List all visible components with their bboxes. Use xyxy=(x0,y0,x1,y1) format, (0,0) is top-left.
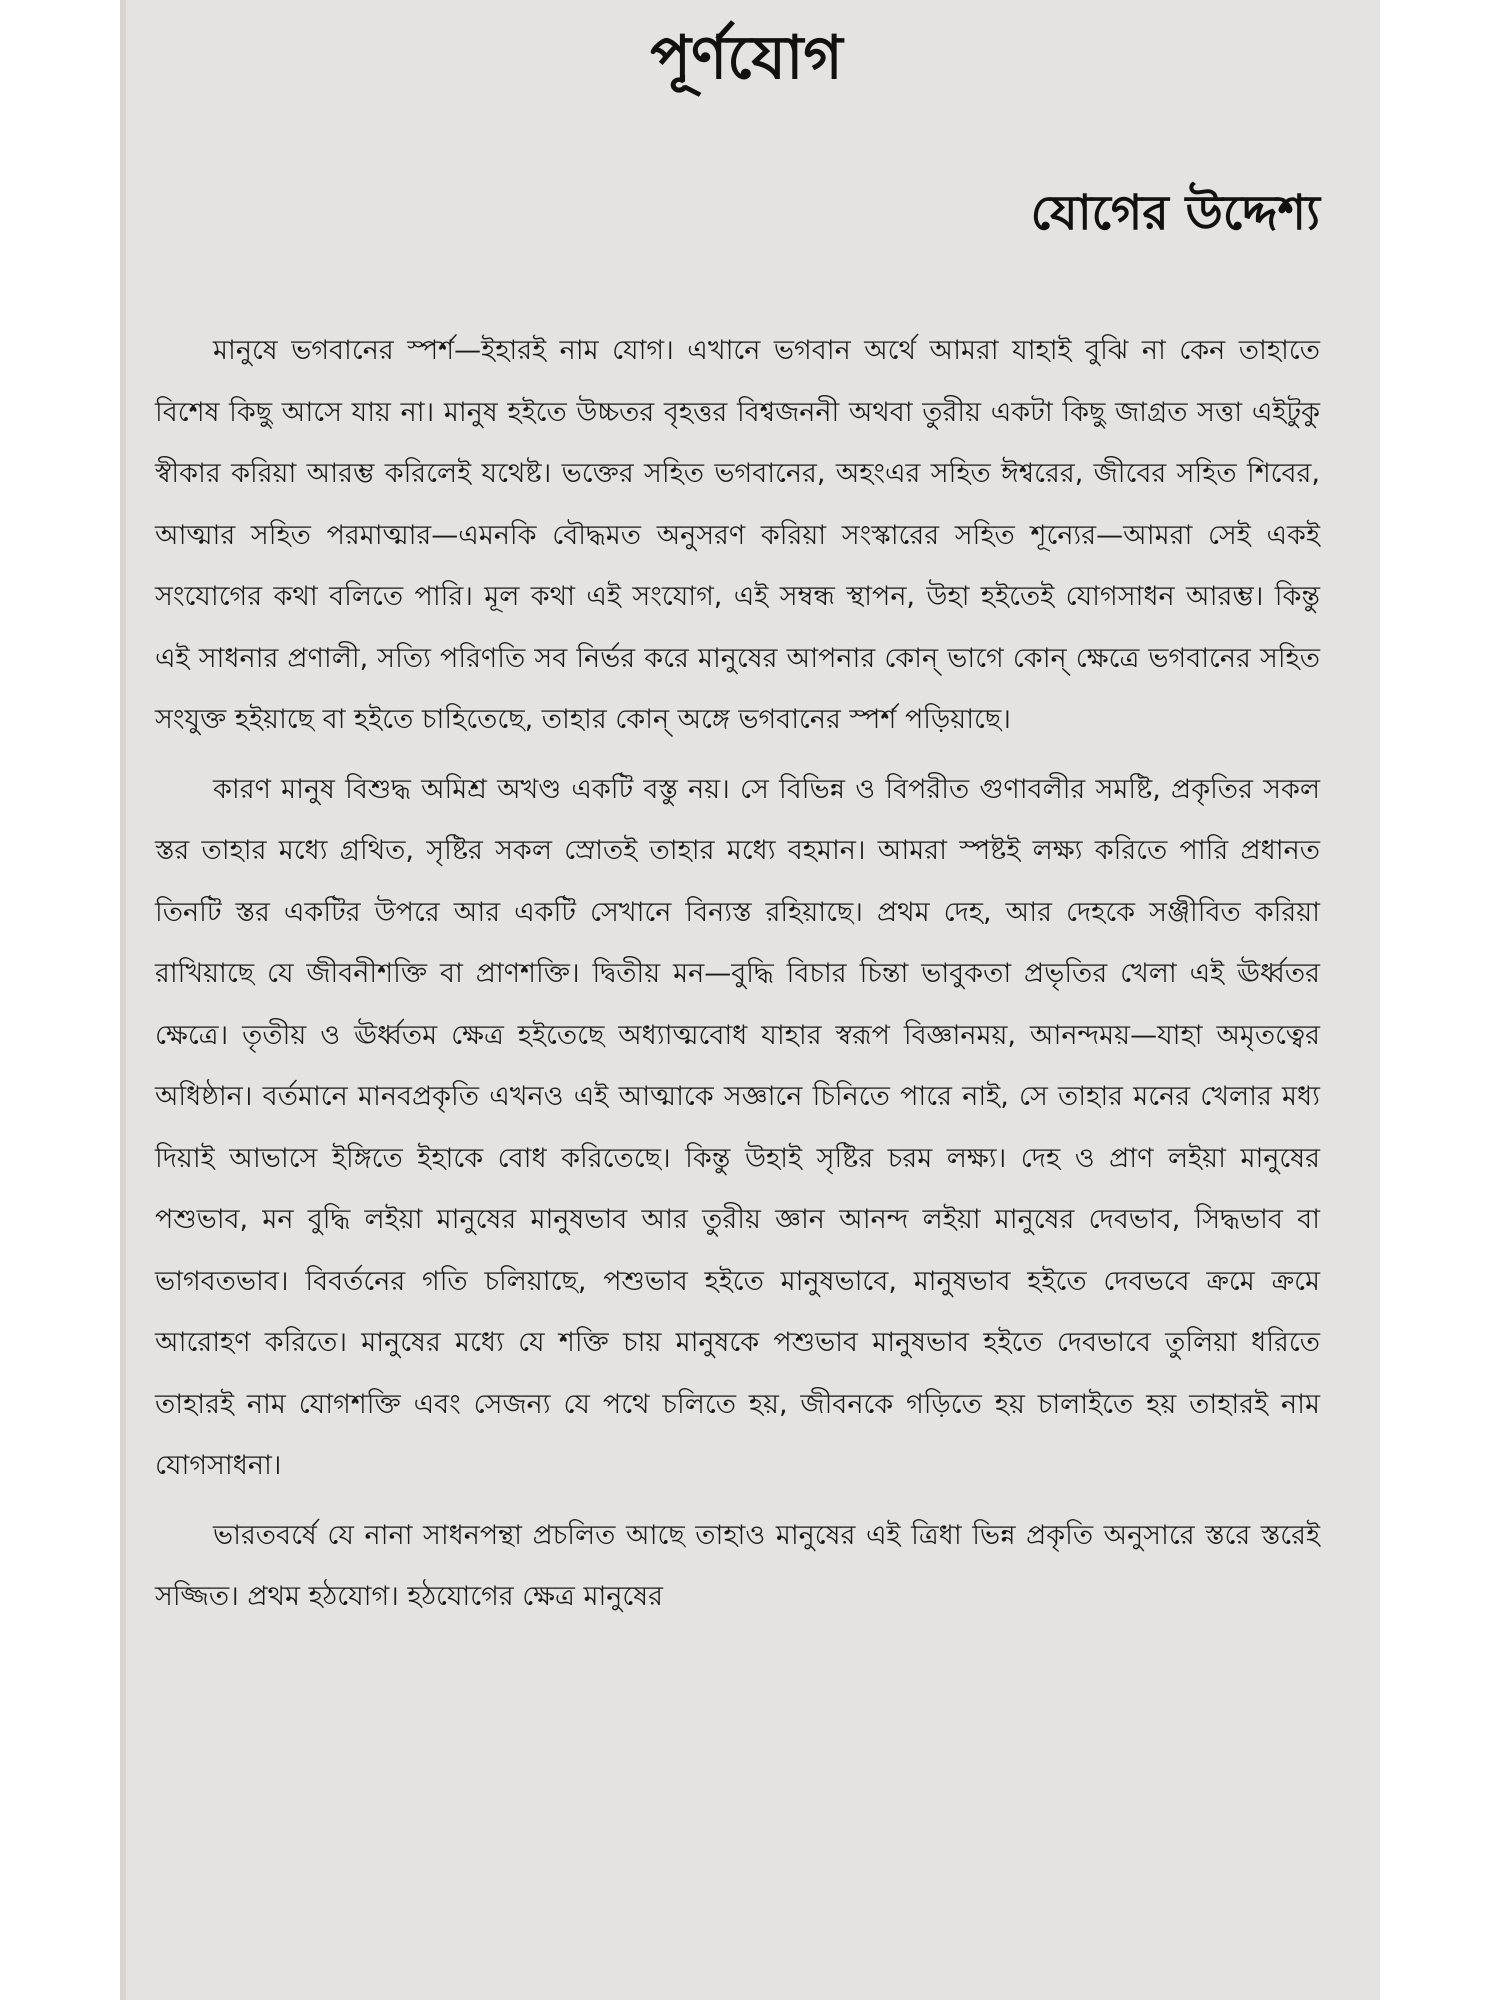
book-page xyxy=(120,0,1380,2000)
page-edge-shadow xyxy=(120,0,126,2000)
paragraph-3: ভারতবর্ষে যে নানা সাধনপন্থা প্রচলিত আছে তাহাও মানুষের এই ত্রিধা ভিন্ন প্রকৃতি অনুসারে স্তরে স্তরেই সজ্জিত। প্রথম হঠযোগ। হঠযোগের ক্ষেত্র মানুষের xyxy=(155,1519,1320,1612)
paragraph-2: কারণ মানুষ বিশুদ্ধ অমিশ্র অখণ্ড একটি বস্তু নয়। সে বিভিন্ন ও বিপরীত গুণাবলীর সমষ্টি, প্রকৃতির সকল স্তর তাহার মধ্যে গ্রথিত, সৃষ্টির সকল স্রোতই তাহার মধ্যে বহমান। আমরা স্পষ্টই লক্ষ্য করিতে পারি প্রধানত তিনটি স্তর একটির উপরে আর একটি সেখানে বিন্যস্ত রহিয়াছে। প্রথম দেহ, আর দেহকে সঞ্জীবিত করিয়া রাখিয়াছে যে জীবনীশক্তি বা প্রাণশক্তি। দ্বিতীয় মন—বুদ্ধি বিচার চিন্তা ভাবুকতা প্রভৃতির খেলা এই ঊর্ধ্বতর ক্ষেত্রে। তৃতীয় ও ঊর্ধ্বতম ক্ষেত্র হইতেছে অধ্যাত্মবোধ যাহার স্বরূপ বিজ্ঞানময়, আনন্দময়—যাহা অমৃতত্বের অধিষ্ঠান। বর্তমানে মানবপ্রকৃতি এখনও এই আত্মাকে সজ্ঞানে চিনিতে পারে নাই, সে তাহার মনের খেলার মধ্য দিয়াই আভাসে ইঙ্গিতে ইহাকে বোধ করিতেছে। কিন্তু উহাই সৃষ্টির চরম লক্ষ্য। দেহ ও প্রাণ লইয়া মানুষের পশুভাব, মন বুদ্ধি লইয়া মানুষের মানুষভাব আর তুরীয় জ্ঞান আনন্দ লইয়া মানুষের দেবভাব, সিদ্ধভাব বা ভাগবতভাব। বিবর্তনের গতি চলিয়াছে, পশুভাব হইতে মানুষভাবে, মানুষভাব হইতে দেবভবে ক্রমে ক্রমে আরোহণ করিতে। মানুষের মধ্যে যে শক্তি চায় মানুষকে পশুভাব মানুষভাব হইতে দেবভাবে তুলিয়া ধরিতে তাহারই নাম যোগশক্তি এবং সেজন্য যে পথে চলিতে হয়, জীবনকে গড়িতে হয় চালাইতে হয় তাহারই নাম যোগসাধনা। xyxy=(155,773,1320,1481)
book-title: পূর্ণযোগ xyxy=(650,23,843,93)
paragraph-1: মানুষে ভগবানের স্পর্শ—ইহারই নাম যোগ। এখানে ভগবান অর্থে আমরা যাহাই বুঝি না কেন তাহাতে বিশেষ কিছু আসে যায় না। মানুষ হইতে উচ্চতর বৃহত্তর বিশ্বজননী অথবা তুরীয় একটা কিছু জাগ্রত সত্তা এইটুকু স্বীকার করিয়া আরম্ভ করিলেই যথেষ্ট। ভক্তের সহিত ভগবানের, অহংএর সহিত ঈশ্বরের, জীবের সহিত শিবের, আত্মার সহিত পরমাত্মার—এমনকি বৌদ্ধমত অনুসরণ করিয়া সংস্কারের সহিত শূন্যের—আমরা সেই একই সংযোগের কথা বলিতে পারি। মূল কথা এই সংযোগ, এই সম্বন্ধ স্থাপন, উহা হইতেই যোগসাধন আরম্ভ। কিন্তু এই সাধনার প্রণালী, সত্যি পরিণতি সব নির্ভর করে মানুষের আপনার কোন্ ভাগে কোন্ ক্ষেত্রে ভগবানের সহিত সংযুক্ত হইয়াছে বা হইতে চাহিতেছে, তাহার কোন্ অঙ্গে ভগবানের স্পর্শ পড়িয়াছে। xyxy=(155,335,1320,735)
chapter-title: যোগের উদ্দেশ্য xyxy=(1030,185,1320,241)
